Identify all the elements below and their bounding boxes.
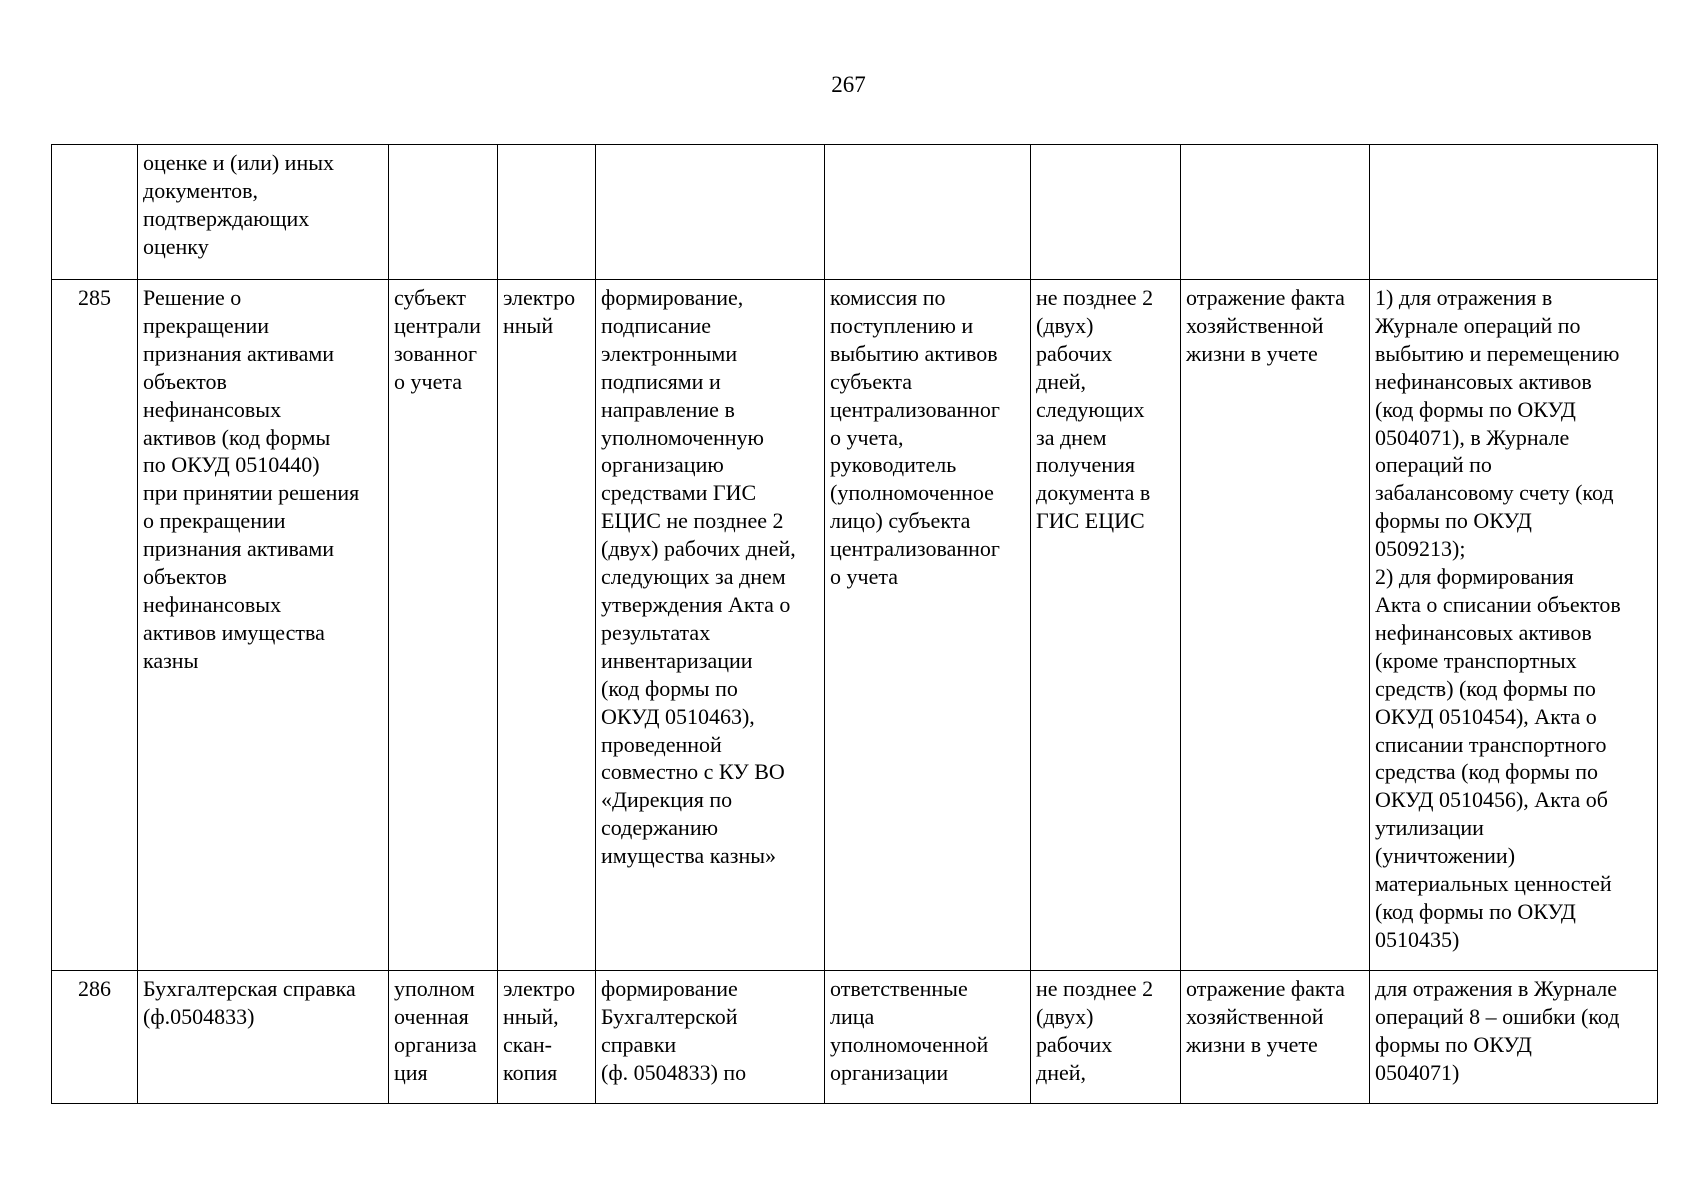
procedure-cell <box>596 145 825 280</box>
document-name-cell: Бухгалтерская справка (ф.0504833) <box>138 971 389 1104</box>
deadline-cell <box>1031 145 1181 280</box>
row-number-cell <box>52 145 138 280</box>
row-number-cell: 286 <box>52 971 138 1104</box>
procedure-cell: формирование Бухгалтерской справки (ф. 0504833) по <box>596 971 825 1104</box>
usage-cell: для отражения в Журнале операций 8 – ошибки (код формы по ОКУД 0504071) <box>1370 971 1658 1104</box>
page-number: 267 <box>831 72 866 97</box>
responsible-cell: комиссия по поступлению и выбытию активов субъекта централизованног о учета, руководитель (уполномоченное лицо) субъекта централизованног о учета <box>825 280 1031 971</box>
table-row <box>52 280 1658 971</box>
creator-cell: субъект централи зованног о учета <box>389 280 498 971</box>
row-number-cell: 285 <box>52 280 138 971</box>
responsible-cell <box>825 145 1031 280</box>
table-row <box>52 971 1658 1104</box>
purpose-cell: отражение факта хозяйственной жизни в учете <box>1181 280 1370 971</box>
document-form-cell: электро нный, скан- копия <box>498 971 596 1104</box>
creator-cell: уполном оченная организа ция <box>389 971 498 1104</box>
usage-cell <box>1370 145 1658 280</box>
document-form-cell <box>498 145 596 280</box>
document-name-cell: оценке и (или) иных документов, подтверждающих оценку <box>138 145 389 280</box>
usage-cell: 1) для отражения в Журнале операций по выбытию и перемещению нефинансовых активов (код формы по ОКУД 0504071), в Журнале операций по забалансовому счету (код формы по ОКУД 0509213); 2) для формирования Акта о списании объектов нефинансовых активов (кроме транспортных средств) (код формы по ОКУД 0510454), Акта о списании транспортного средства (код формы по ОКУД 0510456), Акта об утилизации (уничтожении) материальных ценностей (код формы по ОКУД 0510435) <box>1370 280 1658 971</box>
deadline-cell: не позднее 2 (двух) рабочих дней, следующих за днем получения документа в ГИС ЕЦИС <box>1031 280 1181 971</box>
table-row <box>52 145 1658 280</box>
deadline-cell: не позднее 2 (двух) рабочих дней, <box>1031 971 1181 1104</box>
creator-cell <box>389 145 498 280</box>
purpose-cell <box>1181 145 1370 280</box>
purpose-cell: отражение факта хозяйственной жизни в учете <box>1181 971 1370 1104</box>
document-form-cell: электро нный <box>498 280 596 971</box>
procedure-cell: формирование, подписание электронными подписями и направление в уполномоченную организацию средствами ГИС ЕЦИС не позднее 2 (двух) рабочих дней, следующих за днем утверждения Акта о результатах инвентаризации (код формы по ОКУД 0510463), проведенной совместно с КУ ВО «Дирекция по содержанию имущества казны» <box>596 280 825 971</box>
document-name-cell: Решение о прекращении признания активами объектов нефинансовых активов (код формы по ОКУД 0510440) при принятии решения о прекращении признания активами объектов нефинансовых активов имущества казны <box>138 280 389 971</box>
document-table <box>51 144 1658 1104</box>
responsible-cell: ответственные лица уполномоченной организации <box>825 971 1031 1104</box>
